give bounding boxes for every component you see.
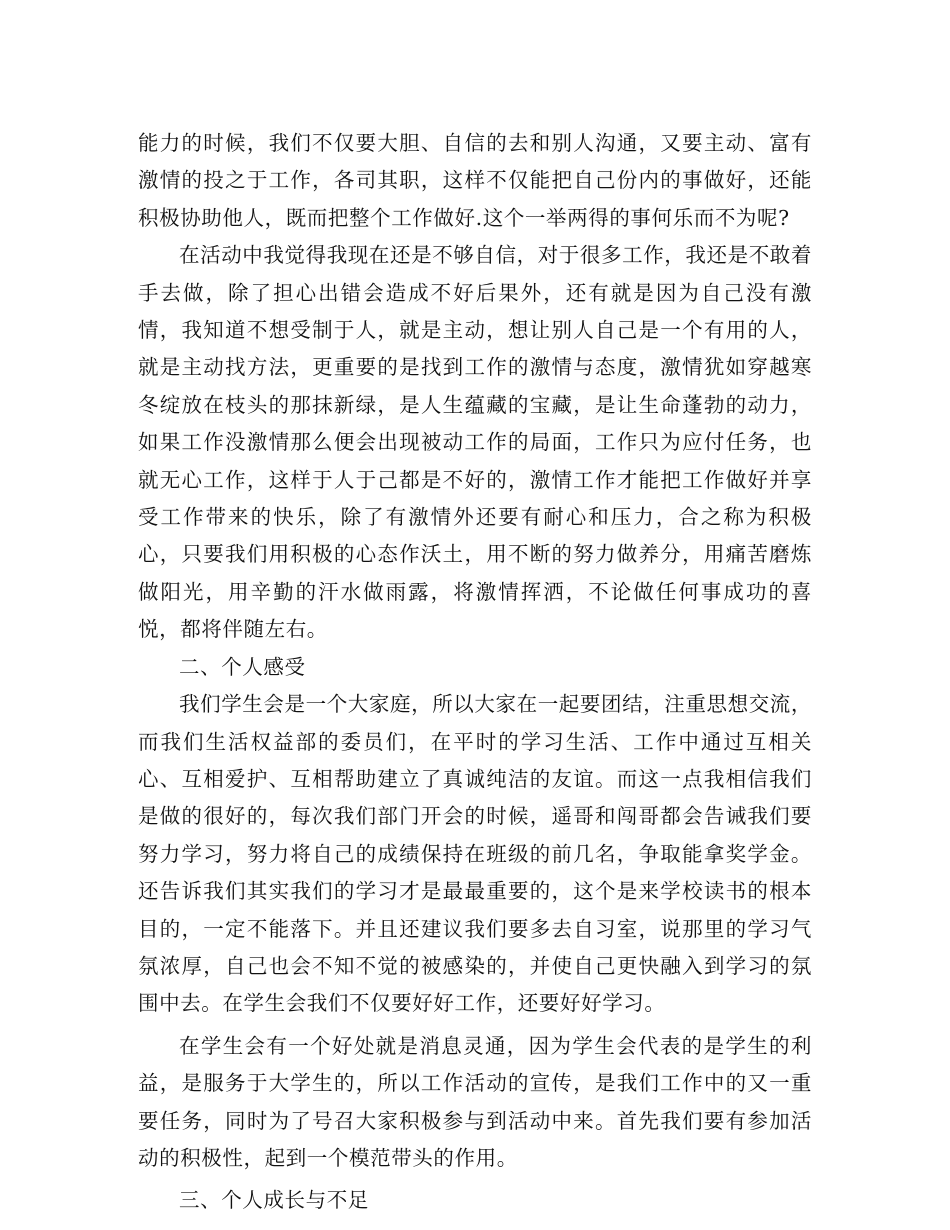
document-body — [138, 125, 812, 1220]
paragraph-continuation: 能力的时候，我们不仅要大胆、自信的去和别人沟通，又要主动、富有激情的投之于工作，各司其职，这样不仅能把自己份内的事做好，还能积极协助他人，既而把整个工作做好.这个一举两得的事何乐而不为呢? — [138, 131, 812, 230]
paragraph-information: 在学生会有一个好处就是消息灵通，因为学生会代表的是学生的利益，是服务于大学生的，所以工作活动的宣传，是我们工作中的又一重要任务，同时为了号召大家积极参与到活动中来。首先我们要有参加活动的积极性，起到一个模范带头的作用。 — [138, 1033, 812, 1170]
paragraph-student-union: 我们学生会是一个大家庭，所以大家在一起要团结，注重思想交流，而我们生活权益部的委员们，在平时的学习生活、工作中通过互相关心、互相爱护、互相帮助建立了真诚纯洁的友谊。而这一点我相信我们是做的很好的，每次我们部门开会的时候，遥哥和闯哥都会告诫我们要努力学习，努力将自己的成绩保持在班级的前几名，争取能拿奖学金。还告诉我们其实我们的学习才是最最重要的，这个是来学校读书的根本目的，一定不能落下。并且还建议我们要多去自习室，说那里的学习气氛浓厚，自己也会不知不觉的被感染的，并使自己更快融入到学习的氛围中去。在学生会我们不仅要好好工作，还要好好学习。 — [138, 692, 812, 1016]
section-heading-growth: 三、个人成长与不足 — [179, 1188, 369, 1213]
section-heading-personal-feelings: 二、个人感受 — [179, 654, 306, 679]
paragraph-confidence: 在活动中我觉得我现在还是不够自信，对于很多工作，我还是不敢着手去做，除了担心出错会造成不好后果外，还有就是因为自己没有激情，我知道不想受制于人，就是主动，想让别人自己是一个有用的人，就是主动找方法，更重要的是找到工作的激情与态度，激情犹如穿越寒冬绽放在枝头的那抹新绿，是人生蕴藏的宝藏，是让生命蓬勃的动力，如果工作没激情那么便会出现被动工作的局面，工作只为应付任务，也就无心工作，这样于人于己都是不好的，激情工作才能把工作做好并享受工作带来的快乐，除了有激情外还要有耐心和压力，合之称为积极心，只要我们用积极的心态作沃土，用不断的努力做养分，用痛苦磨炼做阳光，用辛勤的汗水做雨露，将激情挥洒，不论做任何事成功的喜悦，都将伴随左右。 — [138, 243, 812, 642]
